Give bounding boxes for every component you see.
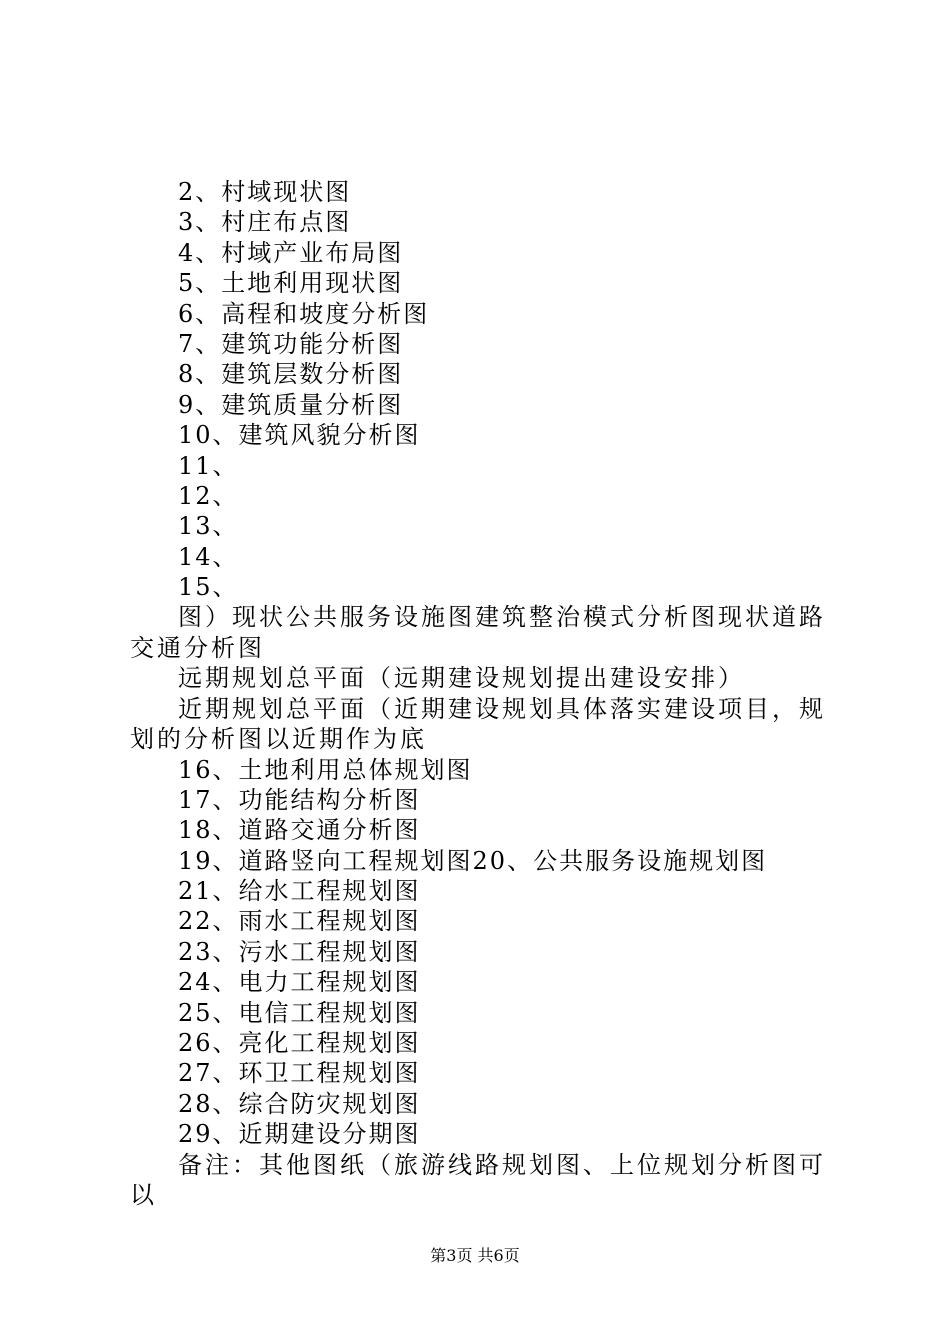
list-item: 23、污水工程规划图 (178, 937, 421, 966)
document-body (130, 177, 835, 1210)
list-item: 26、亮化工程规划图 (178, 1029, 421, 1058)
list-item: 10、建筑风貌分析图 (178, 421, 421, 450)
list-item: 18、道路交通分析图 (178, 816, 421, 845)
note-paragraph: 备注：其他图纸（旅游线路规划图、上位规划分析图可以 (130, 1150, 826, 1209)
list-item: 2、村域现状图 (178, 178, 352, 206)
list-item: 15、 (178, 573, 239, 602)
list-item: 14、 (178, 542, 239, 571)
list-item: 6、高程和坡度分析图 (178, 299, 430, 328)
list-item: 29、近期建设分期图 (178, 1120, 421, 1149)
list-item: 11、 (178, 451, 239, 480)
list-item: 22、雨水工程规划图 (178, 907, 421, 936)
paragraph-current-maps: 图）现状公共服务设施图建筑整治模式分析图现状道路交通分析图 (130, 603, 826, 662)
paragraph-long-term-plan: 远期规划总平面（远期建设规划提出建设安排） (178, 664, 745, 693)
page-number-footer: 第3页 共6页 (430, 1246, 520, 1265)
list-item: 12、 (178, 481, 239, 510)
list-item: 21、给水工程规划图 (178, 877, 421, 906)
list-item: 19、道路竖向工程规划图20、公共服务设施规划图 (178, 846, 768, 875)
list-item: 25、电信工程规划图 (178, 998, 421, 1027)
list-item: 24、电力工程规划图 (178, 968, 421, 997)
list-item: 4、村域产业布局图 (178, 238, 404, 267)
list-item: 13、 (178, 512, 239, 541)
list-item: 16、土地利用总体规划图 (178, 755, 473, 784)
list-item: 3、村庄布点图 (178, 208, 352, 237)
list-item: 7、建筑功能分析图 (178, 329, 404, 358)
list-item: 9、建筑质量分析图 (178, 390, 404, 419)
list-item: 5、土地利用现状图 (178, 269, 404, 298)
list-item: 28、综合防灾规划图 (178, 1089, 421, 1118)
list-item: 8、建筑层数分析图 (178, 360, 404, 389)
paragraph-near-term-plan: 近期规划总平面（近期建设规划具体落实建设项目，规划的分析图以近期作为底 (130, 694, 826, 754)
list-item: 17、功能结构分析图 (178, 785, 421, 814)
list-item: 27、环卫工程规划图 (178, 1059, 421, 1088)
